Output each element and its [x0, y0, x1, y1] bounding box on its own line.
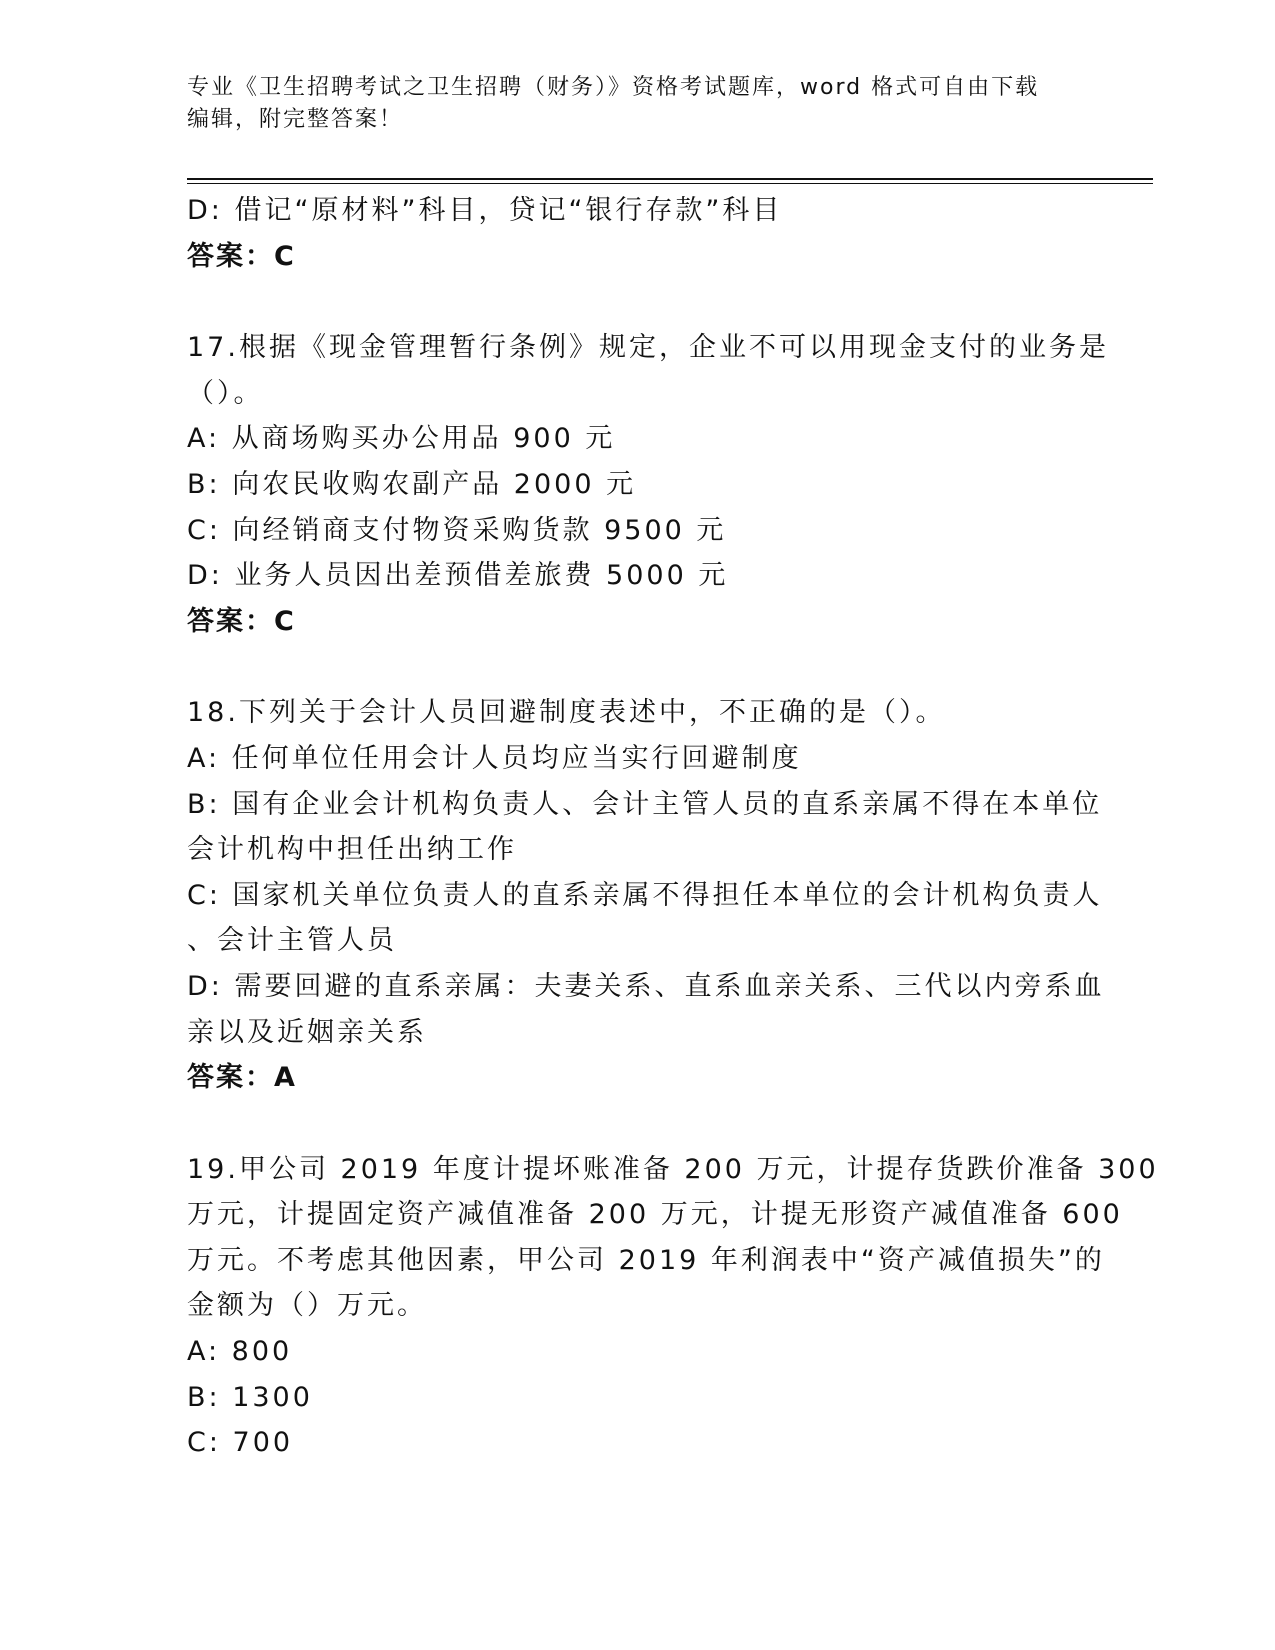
option-c: C: 向经销商支付物资采购货款 9500 元	[187, 514, 727, 546]
option-a: A: 从商场购买办公用品 900 元	[187, 423, 616, 455]
spacer	[187, 1101, 1087, 1147]
question-17	[187, 325, 1109, 644]
header-rule-thin	[187, 183, 1153, 184]
option-a: A: 800	[187, 1336, 293, 1368]
option-d: D: 借记“原材料”科目，贷记“银行存款”科目	[187, 195, 783, 226]
spacer	[187, 279, 1087, 325]
option-b-cont: 会计机构中担任出纳工作	[187, 834, 517, 866]
page-header	[187, 72, 1087, 136]
option-b: B: 国有企业会计机构负责人、会计主管人员的直系亲属不得在本单位	[187, 788, 1103, 820]
question-stem: 17.根据《现金管理暂行条例》规定，企业不可以用现金支付的业务是	[187, 332, 1109, 364]
option-d: D: 业务人员因出差预借差旅费 5000 元	[187, 560, 729, 592]
answer: 答案：C	[187, 240, 296, 272]
question-18	[187, 690, 1105, 1100]
question-stem-cont: 金额为（）万元。	[187, 1290, 427, 1322]
option-b: B: 1300	[187, 1381, 313, 1413]
answer: 答案：C	[187, 605, 296, 637]
header-line-2: 编辑，附完整答案！	[187, 107, 404, 132]
option-c: C: 国家机关单位负责人的直系亲属不得担任本单位的会计机构负责人	[187, 879, 1103, 911]
document-body	[187, 188, 1159, 1466]
option-a: A: 任何单位任用会计人员均应当实行回避制度	[187, 742, 802, 774]
spacer	[187, 644, 1087, 690]
question-stem: 18.下列关于会计人员回避制度表述中，不正确的是（）。	[187, 697, 946, 729]
answer: 答案：A	[187, 1062, 297, 1094]
header-rule-thick	[187, 178, 1153, 180]
question-19	[187, 1147, 1159, 1466]
option-d-cont: 亲以及近姻亲关系	[187, 1016, 427, 1048]
option-c-cont: 、会计主管人员	[187, 925, 397, 957]
question-stem-cont: 万元。不考虑其他因素，甲公司 2019 年利润表中“资产减值损失”的	[187, 1244, 1105, 1276]
option-c: C: 700	[187, 1427, 294, 1459]
option-d: D: 需要回避的直系亲属：夫妻关系、直系血亲关系、三代以内旁系血	[187, 970, 1105, 1002]
header-line-1: 专业《卫生招聘考试之卫生招聘（财务）》资格考试题库，word 格式可自由下载	[187, 75, 1040, 100]
question-stem: 19.甲公司 2019 年度计提坏账准备 200 万元，计提存货跌价准备 300	[187, 1153, 1159, 1185]
question-16-tail	[187, 188, 1087, 279]
option-b: B: 向农民收购农副产品 2000 元	[187, 468, 637, 500]
question-stem-cont: 万元，计提固定资产减值准备 200 万元，计提无形资产减值准备 600	[187, 1199, 1123, 1231]
question-stem-cont: （）。	[187, 377, 264, 409]
